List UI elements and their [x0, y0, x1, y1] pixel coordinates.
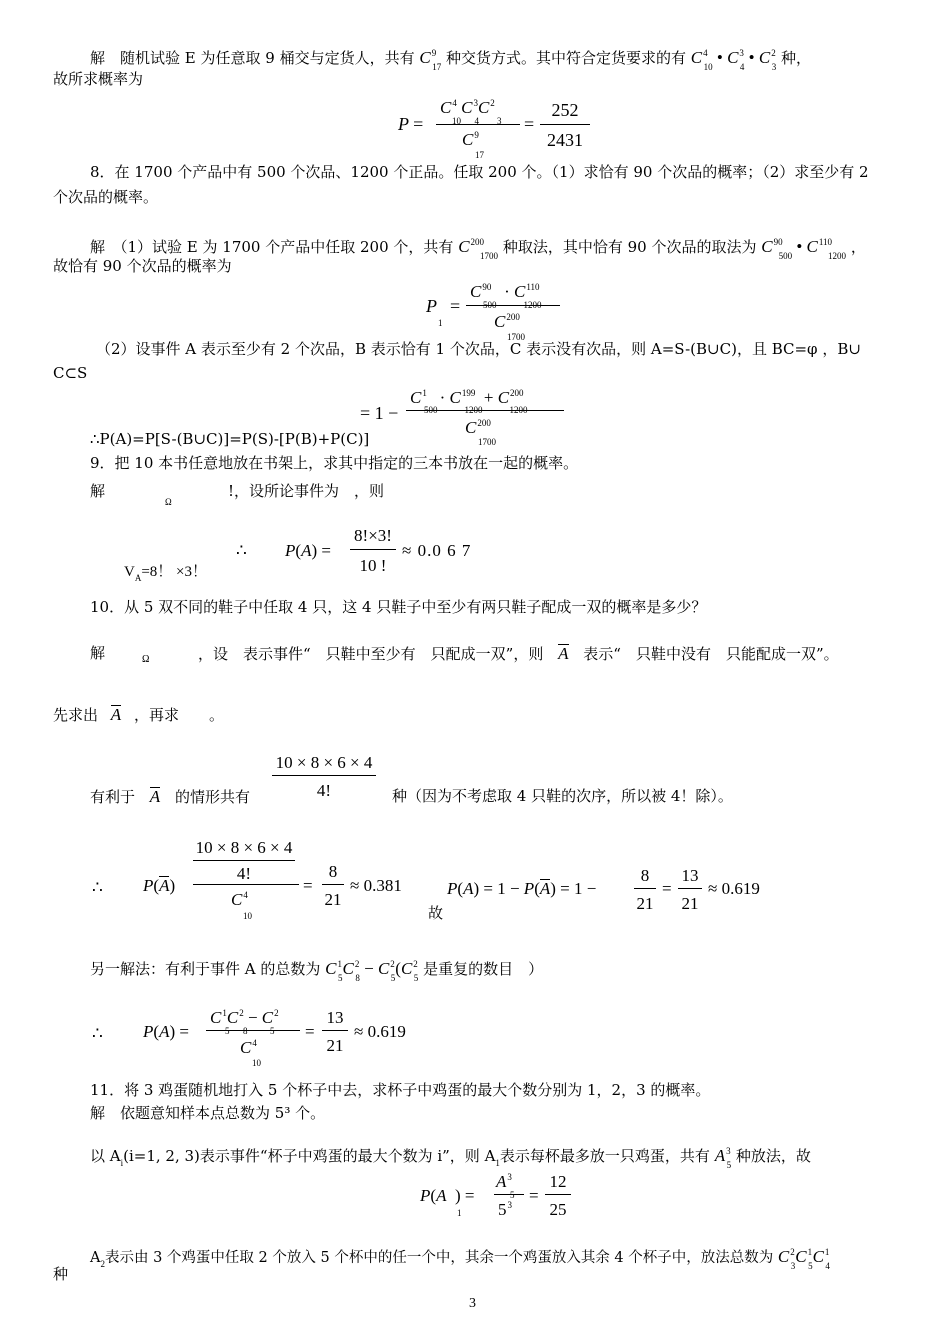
- p7-frac-den: $C^9$: [462, 130, 479, 149]
- p9-va-line: $V_A=8$！ ×3！: [124, 564, 208, 583]
- p10-alt-line: 另一解法：有利于事件 A 的总数为 $C^1_5C^2_8 - C^2_5(C^2_5$ 是重复的数目 ）: [90, 959, 544, 983]
- p10-solution-line1: 解: [90, 644, 106, 662]
- p8-p1: P: [426, 296, 437, 316]
- p11-solution-line4: 种: [53, 1265, 69, 1283]
- p10-fact: 4!: [316, 781, 332, 800]
- p11-solution-line3: $A_2$表示由 3 个鸡蛋中任取 2 个放入 5 个杯中的任一个中，其余一个鸡蛋放入其余 4 个杯子中，放法总数为 $C^2_3C^1_5C^1_4$: [90, 1247, 830, 1271]
- p7-p-eq: P =: [398, 114, 424, 134]
- p8-therefore-line: ∴P(A)=P[S-(B∪C)]=P(S)-[P(B)+P(C)]: [90, 430, 370, 448]
- p11-solution-line2: 以 $A_i(i=1$, 2, 3)表示事件“杯子中鸡蛋的最大个数为 i”，则 $A_1$表示每杯最多放一只鸡蛋，共有 $A^3_5$ 种放法，故: [90, 1146, 811, 1170]
- a-bar-symbol: A: [558, 644, 569, 663]
- page-number: 3: [469, 1296, 476, 1311]
- p7-result-num: 252: [551, 100, 579, 120]
- p7-frac-num: $C^4$ $C^3C^2$: [440, 98, 495, 117]
- p7-solution-line2: 故所求概率为: [53, 70, 144, 88]
- p9-solution-line1b: !，设所论事件为 ，则: [228, 482, 385, 500]
- math-c-17-9: $C^9_{17}$: [419, 48, 442, 72]
- p8-question-line2: 个次品的概率。: [53, 188, 159, 206]
- p8-solution-line1: 解 （1）试验 E 为 1700 个产品中任取 200 个，共有 $C^{200}_{1700}$ 种取法，其中恰有 90 个次品的取法为 $C^{90}_{500}$ • $C^{110}_{1200}$ ，: [90, 237, 866, 261]
- p8-solution-line4: C⊂S: [53, 364, 88, 382]
- p9-num: 8!×3!: [354, 526, 392, 545]
- p10-question: 10．从 5 双不同的鞋子中任取 4 只，这 4 只鞋子中至少有两只鞋子配成一双的概率是多少？: [90, 598, 707, 616]
- p7-solution-line1: 解 随机试验 E 为任意取 9 桶交与定货人，共有 $C^9_{17}$ 种交货方式。其中符合定货要求的有 $C^4_{10}$ • $C^3_4$ • $C^2_3$ 种，: [90, 48, 812, 72]
- p8-solution-line2: 故恰有 90 个次品的概率为: [53, 257, 232, 275]
- p9-solution-line1: 解: [90, 482, 106, 500]
- p11-question: 11．将 3 鸡蛋随机地打入 5 个杯子中去，求杯子中鸡蛋的最大个数分别为 1，2，3 的概率。: [90, 1081, 711, 1099]
- p7-result-den: 2431: [547, 130, 583, 150]
- p10-prod: 10 × 8 × 6 × 4: [275, 753, 373, 772]
- p9-question: 9．把 10 本书任意地放在书架上，求其中指定的三本书放在一起的概率。: [90, 454, 579, 472]
- p8-question-line1: 8．在 1700 个产品中有 500 个次品、1200 个正品。任取 200 个。（1）求恰有 90 个次品的概率；（2）求至少有 2: [90, 163, 869, 181]
- p9-approx: ≈ 0.0 6 7: [402, 541, 472, 560]
- p10-p-complement: P(A) = 1 − P(A) = 1 −: [447, 879, 597, 898]
- p9-den: 10 !: [359, 556, 387, 575]
- p10-solution-line2: 先求出 A ，再求 。: [53, 705, 224, 724]
- p10-solution-line3: 有利于 A 的情形共有: [90, 787, 250, 806]
- p11-solution-line1: 解 依题意知样本点总数为 5³ 个。: [90, 1104, 326, 1122]
- math-c-product: $C^4_{10}$ • $C^3_4$ • $C^2_3$: [690, 48, 777, 72]
- p8-solution-line3: （2）设事件 A 表示至少有 2 个次品，B 表示恰有 1 个次品，C 表示没有次品，则 A=S-(B∪C)，且 BC=φ ，B∪: [96, 340, 861, 358]
- omega-symbol: Ω: [165, 497, 172, 507]
